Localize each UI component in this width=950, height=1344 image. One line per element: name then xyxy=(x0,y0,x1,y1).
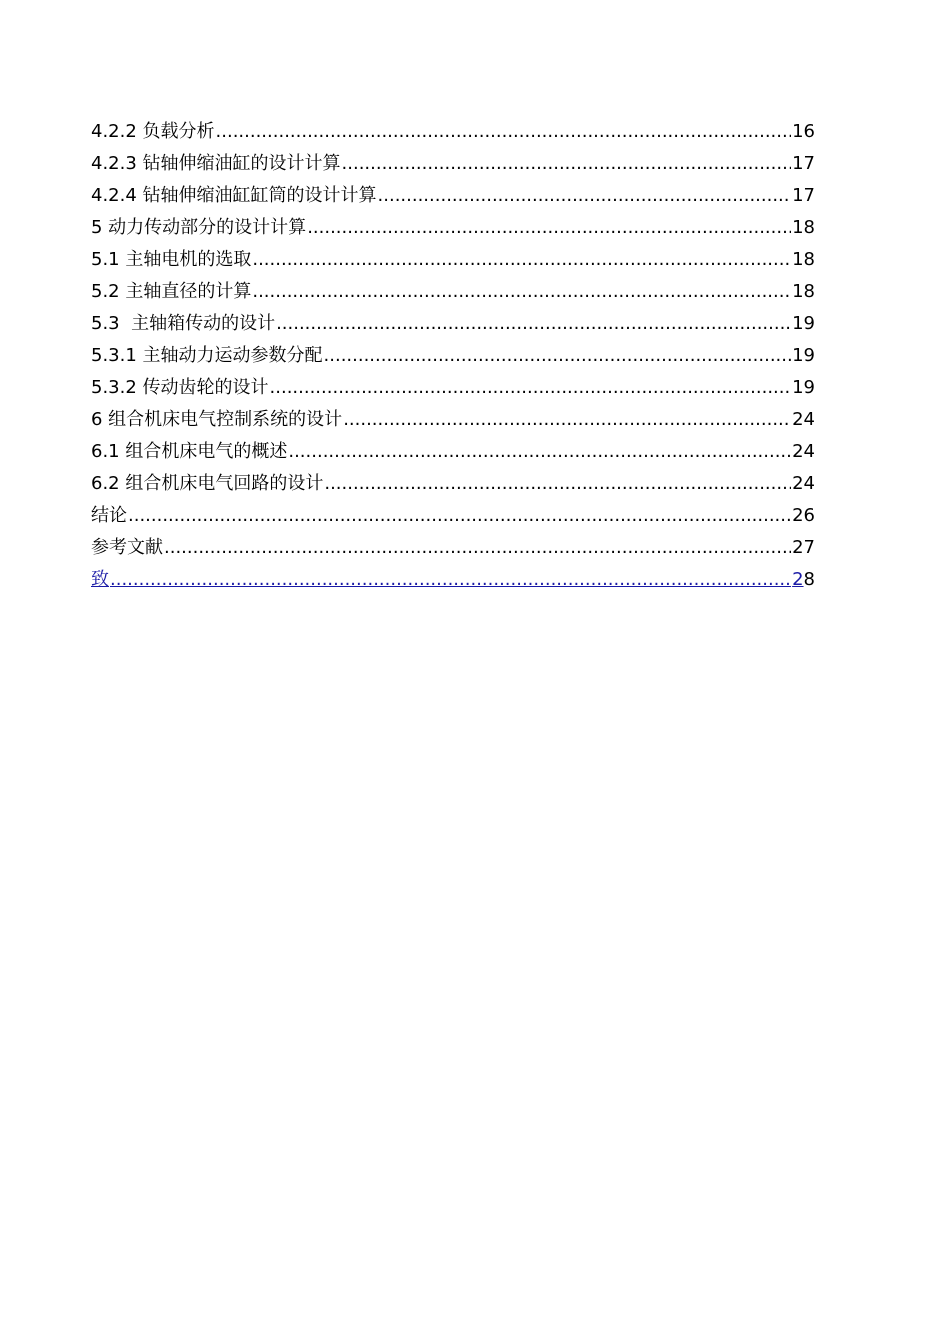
toc-entry-title: 6.1 组合机床电气的概述 xyxy=(91,441,288,462)
toc-entry[interactable] xyxy=(91,148,815,180)
toc-dot-leader xyxy=(324,468,791,500)
toc-entry[interactable] xyxy=(91,340,815,372)
table-of-contents xyxy=(91,116,815,596)
toc-entry-page: 19 xyxy=(792,345,815,366)
toc-entry[interactable] xyxy=(91,436,815,468)
toc-entry[interactable] xyxy=(91,500,815,532)
toc-dot-leader xyxy=(343,404,791,436)
toc-entry-title: 4.2.4 钻轴伸缩油缸缸筒的设计计算 xyxy=(91,185,377,206)
toc-entry-link[interactable] xyxy=(91,564,815,596)
toc-dot-leader xyxy=(270,372,792,404)
toc-entry-title: 结论 xyxy=(91,505,127,526)
toc-entry-page: 18 xyxy=(792,249,815,270)
toc-entry-page: 17 xyxy=(792,153,815,174)
toc-dot-leader xyxy=(252,244,791,276)
toc-entry-title: 6 组合机床电气控制系统的设计 xyxy=(91,409,343,430)
toc-dot-leader[interactable] xyxy=(110,564,791,596)
toc-entry-page: 17 xyxy=(792,185,815,206)
toc-page-link-part[interactable]: 2 xyxy=(792,569,804,590)
toc-entry[interactable] xyxy=(91,244,815,276)
toc-entry[interactable] xyxy=(91,212,815,244)
toc-entry[interactable] xyxy=(91,180,815,212)
toc-entry-page: 19 xyxy=(792,313,815,334)
toc-entry-page: 26 xyxy=(792,505,815,526)
toc-entry-title: 5.3.1 主轴动力运动参数分配 xyxy=(91,345,323,366)
toc-entry-page xyxy=(792,564,815,596)
toc-entry-page: 24 xyxy=(792,441,815,462)
toc-entry-title: 5.3.2 传动齿轮的设计 xyxy=(91,377,269,398)
toc-entry-title: 5.2 主轴直径的计算 xyxy=(91,281,252,302)
toc-dot-leader xyxy=(216,116,792,148)
toc-entry-page: 18 xyxy=(792,281,815,302)
toc-entry[interactable] xyxy=(91,276,815,308)
toc-entry-title: 4.2.2 负载分析 xyxy=(91,121,215,142)
toc-entry[interactable] xyxy=(91,372,815,404)
toc-dot-leader xyxy=(342,148,792,180)
toc-entry-title: 5.3 主轴箱传动的设计 xyxy=(91,313,276,334)
toc-dot-leader xyxy=(288,436,791,468)
toc-dot-leader xyxy=(164,532,791,564)
toc-entry-page: 18 xyxy=(792,217,815,238)
toc-entry[interactable] xyxy=(91,116,815,148)
toc-entry-page: 19 xyxy=(792,377,815,398)
toc-entry[interactable] xyxy=(91,532,815,564)
toc-entry-page: 24 xyxy=(792,409,815,430)
toc-entry-title[interactable]: 致 xyxy=(91,569,109,590)
toc-dot-leader xyxy=(307,212,791,244)
toc-entry-title: 参考文献 xyxy=(91,537,163,558)
toc-entry-title: 6.2 组合机床电气回路的设计 xyxy=(91,473,324,494)
toc-entry-title: 5.1 主轴电机的选取 xyxy=(91,249,252,270)
toc-page-rest: 8 xyxy=(803,569,815,590)
toc-dot-leader xyxy=(252,276,791,308)
toc-dot-leader xyxy=(324,340,792,372)
toc-entry-title: 5 动力传动部分的设计计算 xyxy=(91,217,307,238)
toc-entry-page: 27 xyxy=(792,537,815,558)
toc-entry-page: 16 xyxy=(792,121,815,142)
toc-dot-leader xyxy=(276,308,791,340)
toc-dot-leader xyxy=(128,500,791,532)
toc-dot-leader xyxy=(378,180,792,212)
toc-entry-title: 4.2.3 钻轴伸缩油缸的设计计算 xyxy=(91,153,341,174)
toc-entry[interactable] xyxy=(91,308,815,340)
toc-entry-page: 24 xyxy=(792,473,815,494)
toc-entry[interactable] xyxy=(91,468,815,500)
toc-entry[interactable] xyxy=(91,404,815,436)
